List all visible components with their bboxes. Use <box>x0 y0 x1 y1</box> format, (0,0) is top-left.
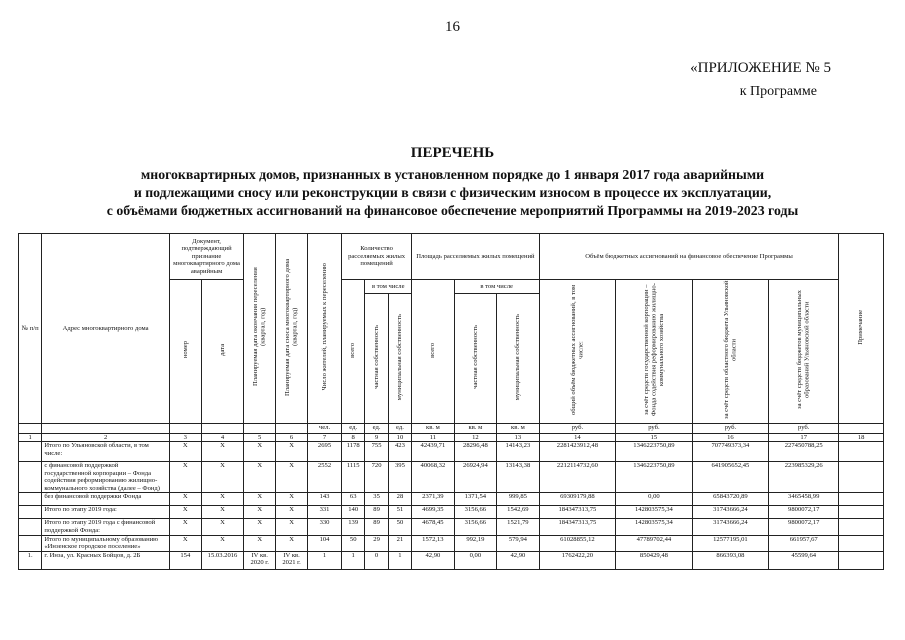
table-cell-note <box>839 519 884 535</box>
table-cell-residents: 2552 <box>308 462 342 493</box>
table-cell-end: X <box>244 442 276 462</box>
header-budget-total <box>539 280 616 424</box>
header-budget-regional <box>692 280 769 424</box>
header-area-total <box>412 280 455 424</box>
header-rooms-municipal-text: муниципальная собственность <box>396 313 404 400</box>
header-rooms-total-text: всего <box>349 342 357 358</box>
table-cell-demolition: IV кв. 2021 г. <box>276 551 308 569</box>
table-row <box>19 442 884 462</box>
table-cell-private: 720 <box>365 462 388 493</box>
table-cell-demolition: X <box>276 462 308 493</box>
header-budget-regional-text: за счёт средств областного бюджета Ульяновской области <box>722 280 738 420</box>
header-residents-text: Число жителей, планируемых к переселению <box>320 263 328 391</box>
table-cell-area: 2371,39 <box>412 493 455 506</box>
column-number: 10 <box>388 433 411 442</box>
table-cell-area-municipal: 42,90 <box>497 551 540 569</box>
header-planned-end-text: Планируемая дата окончания переселения (квартал, год) <box>252 267 267 387</box>
table-cell-note <box>839 462 884 493</box>
table-cell-area-private: 0,00 <box>454 551 497 569</box>
column-number: 6 <box>276 433 308 442</box>
table-cell-local: 223985329,26 <box>769 462 839 493</box>
table-cell-municipal: 51 <box>388 506 411 519</box>
header-planned-demolition-text: Планируемая дата сноса многоквартирного дома (квартал, год) <box>284 258 299 396</box>
header-address: Адрес многоквартирного дома <box>42 234 170 424</box>
header-budget-local-text: за счёт средств бюджетов муниципальных образований Ульяновской области <box>796 290 811 410</box>
unit-cell: руб. <box>539 423 616 433</box>
header-rooms-including: в том числе <box>365 280 412 294</box>
table-cell-doc-date: X <box>201 462 244 493</box>
column-number: 15 <box>616 433 693 442</box>
unit-empty <box>169 423 201 433</box>
table-cell-doc-date: X <box>201 442 244 462</box>
table-cell-private: 35 <box>365 493 388 506</box>
table-cell-area-municipal: 579,94 <box>497 535 540 551</box>
table-cell-local: 661957,67 <box>769 535 839 551</box>
unit-empty <box>201 423 244 433</box>
table-body <box>19 442 884 570</box>
table-cell-address: Итого по Ульяновской области, в том числе: <box>42 442 170 462</box>
table-cell-residents: 1 <box>308 551 342 569</box>
unit-empty <box>42 423 170 433</box>
table-cell-end: X <box>244 535 276 551</box>
table-cell-fund: 47789702,44 <box>616 535 693 551</box>
table-cell-doc-number: 154 <box>169 551 201 569</box>
table-cell-private: 29 <box>365 535 388 551</box>
unit-cell: руб. <box>616 423 693 433</box>
table-cell-private: 89 <box>365 506 388 519</box>
units-row <box>19 423 884 433</box>
table-cell-area-municipal: 999,85 <box>497 493 540 506</box>
header-rooms-private-text: частная собственность <box>372 324 380 389</box>
table-cell-note <box>839 493 884 506</box>
table-cell-rooms: 139 <box>342 519 365 535</box>
table-cell-num <box>19 442 42 462</box>
column-number: 17 <box>769 433 839 442</box>
table-cell-note <box>839 551 884 569</box>
unit-cell: руб. <box>769 423 839 433</box>
table-cell-municipal: 395 <box>388 462 411 493</box>
table-cell-area: 42,90 <box>412 551 455 569</box>
table-cell-local: 3465458,99 <box>769 493 839 506</box>
table-cell-residents: 104 <box>308 535 342 551</box>
table-cell-area-municipal: 13143,38 <box>497 462 540 493</box>
column-number: 16 <box>692 433 769 442</box>
table-cell-address: Итого по этапу 2019 года: <box>42 506 170 519</box>
header-document: Документ, подтверждающий признание многоквартирного дома аварийным <box>169 234 243 280</box>
houses-table <box>18 233 884 570</box>
table-cell-end: IV кв. 2020 г. <box>244 551 276 569</box>
header-area-private-text: частная собственность <box>471 324 479 389</box>
table-cell-note <box>839 506 884 519</box>
table-cell-doc-date: X <box>201 506 244 519</box>
table-cell-rooms: 140 <box>342 506 365 519</box>
document-subtitle-line-1: многоквартирных домов, признанных в установленном порядке до 1 января 2017 года аварийными <box>140 167 765 182</box>
column-number: 2 <box>42 433 170 442</box>
header-budget-total-text: общий объём бюджетных ассигнований, в том числе: <box>569 284 585 416</box>
table-cell-residents: 2695 <box>308 442 342 462</box>
table-cell-note <box>839 535 884 551</box>
unit-empty <box>19 423 42 433</box>
table-cell-num <box>19 519 42 535</box>
document-title: ПЕРЕЧЕНЬ <box>410 145 495 161</box>
header-rooms-municipal <box>388 293 411 423</box>
table-row <box>19 551 884 569</box>
table-cell-doc-number: X <box>169 519 201 535</box>
table-cell-budget-total: 184347313,75 <box>539 519 616 535</box>
header-note <box>839 234 884 424</box>
table-cell-budget-total: 2212114732,60 <box>539 462 616 493</box>
column-number: 3 <box>169 433 201 442</box>
table-cell-local: 227450788,25 <box>769 442 839 462</box>
header-note-text: Примечание <box>857 309 865 345</box>
table-cell-end: X <box>244 506 276 519</box>
table-cell-num <box>19 493 42 506</box>
table-cell-address: г. Инза, ул. Красных Бойцов, д. 2Б <box>42 551 170 569</box>
table-row <box>19 493 884 506</box>
table-cell-area: 4678,45 <box>412 519 455 535</box>
column-number: 1 <box>19 433 42 442</box>
header-planned-end <box>244 234 276 424</box>
unit-cell: руб. <box>692 423 769 433</box>
table-cell-private: 755 <box>365 442 388 462</box>
table-cell-num: 1. <box>19 551 42 569</box>
table-cell-end: X <box>244 462 276 493</box>
table-row <box>19 506 884 519</box>
table-cell-rooms: 63 <box>342 493 365 506</box>
table-cell-municipal: 423 <box>388 442 411 462</box>
table-cell-fund: 142803575,34 <box>616 519 693 535</box>
table-cell-rooms: 50 <box>342 535 365 551</box>
column-number: 14 <box>539 433 616 442</box>
table-cell-num <box>19 535 42 551</box>
header-area-total-text: всего <box>429 342 437 358</box>
table-cell-address: Итого по муниципальному образованию «Инзенское городское поселение» <box>42 535 170 551</box>
table-cell-regional: 641905652,45 <box>692 462 769 493</box>
table-cell-demolition: X <box>276 535 308 551</box>
column-numbers-row <box>19 433 884 442</box>
column-number: 12 <box>454 433 497 442</box>
unit-empty <box>276 423 308 433</box>
header-budget-local <box>769 280 839 424</box>
table-cell-area-private: 3156,66 <box>454 519 497 535</box>
appendix-subtitle: к Программе <box>739 84 817 99</box>
table-cell-demolition: X <box>276 519 308 535</box>
column-number: 8 <box>342 433 365 442</box>
table-cell-area-private: 992,19 <box>454 535 497 551</box>
table-cell-area-municipal: 1521,79 <box>497 519 540 535</box>
table-cell-doc-date: X <box>201 519 244 535</box>
header-rooms-total <box>342 280 365 424</box>
header-area-including: в том числе <box>454 280 539 294</box>
table-cell-area-private: 1371,54 <box>454 493 497 506</box>
table-cell-budget-total: 184347313,75 <box>539 506 616 519</box>
table-cell-fund: 850429,48 <box>616 551 693 569</box>
column-number: 5 <box>244 433 276 442</box>
table-cell-rooms: 1178 <box>342 442 365 462</box>
unit-empty <box>244 423 276 433</box>
table-row <box>19 462 884 493</box>
unit-cell: чел. <box>308 423 342 433</box>
table-cell-residents: 330 <box>308 519 342 535</box>
header-area-private <box>454 293 497 423</box>
column-number: 11 <box>412 433 455 442</box>
unit-cell: кв. м <box>412 423 455 433</box>
table-cell-local: 9800072,17 <box>769 506 839 519</box>
header-area-municipal-text: муниципальная собственность <box>514 313 522 400</box>
table-cell-doc-date: X <box>201 535 244 551</box>
column-number: 18 <box>839 433 884 442</box>
table-cell-regional: 31743666,24 <box>692 506 769 519</box>
header-budget: Объём бюджетных ассигнований на финансовое обеспечение Программы <box>539 234 839 280</box>
table-cell-fund: 142803575,34 <box>616 506 693 519</box>
unit-cell: ед. <box>365 423 388 433</box>
header-area-municipal <box>497 293 540 423</box>
table-cell-regional: 707749373,34 <box>692 442 769 462</box>
table-cell-note <box>839 442 884 462</box>
header-area: Площадь расселяемых жилых помещений <box>412 234 540 280</box>
table-cell-local: 45599,64 <box>769 551 839 569</box>
table-cell-area-municipal: 1542,69 <box>497 506 540 519</box>
unit-empty <box>839 423 884 433</box>
table-row <box>19 519 884 535</box>
table-cell-demolition: X <box>276 506 308 519</box>
table-cell-private: 0 <box>365 551 388 569</box>
table-row <box>19 535 884 551</box>
table-cell-address: с финансовой поддержкой государственной корпорации – Фонда содействия реформированию жилищно-коммунального хозяйства (далее – Фонд) <box>42 462 170 493</box>
table-cell-budget-total: 61028855,12 <box>539 535 616 551</box>
table-cell-residents: 143 <box>308 493 342 506</box>
header-residents <box>308 234 342 424</box>
table-cell-address: Итого по этапу 2019 года с финансовой поддержкой Фонда: <box>42 519 170 535</box>
table-cell-regional: 65843720,89 <box>692 493 769 506</box>
table-cell-regional: 12577195,01 <box>692 535 769 551</box>
header-doc-date <box>201 280 244 424</box>
table-cell-doc-date: 15.03.2016 <box>201 551 244 569</box>
table-cell-private: 89 <box>365 519 388 535</box>
table-cell-fund: 0,00 <box>616 493 693 506</box>
table-cell-address: без финансовой поддержки Фонда <box>42 493 170 506</box>
table-cell-area: 4699,35 <box>412 506 455 519</box>
unit-cell: кв. м <box>497 423 540 433</box>
table-cell-rooms: 1115 <box>342 462 365 493</box>
table-cell-doc-date: X <box>201 493 244 506</box>
table-cell-area-private: 26924,94 <box>454 462 497 493</box>
unit-cell: ед. <box>388 423 411 433</box>
unit-cell: ед. <box>342 423 365 433</box>
header-num: № п/п <box>19 234 42 424</box>
table-cell-doc-number: X <box>169 493 201 506</box>
table-cell-fund: 1346223750,89 <box>616 442 693 462</box>
header-doc-date-text: дата <box>218 344 226 356</box>
table-cell-num <box>19 462 42 493</box>
table-cell-area-municipal: 14143,23 <box>497 442 540 462</box>
table-cell-num <box>19 506 42 519</box>
header-doc-number-text: номер <box>181 341 189 359</box>
document-subtitle-line-3: с объёмами бюджетных ассигнований на финансовое обеспечение мероприятий Программы на 2019-2023 годы <box>106 203 799 218</box>
table-cell-residents: 331 <box>308 506 342 519</box>
table-cell-area: 40068,32 <box>412 462 455 493</box>
table-cell-area: 42439,71 <box>412 442 455 462</box>
header-planned-demolition <box>276 234 308 424</box>
table-cell-budget-total: 2281423912,48 <box>539 442 616 462</box>
appendix-title: «ПРИЛОЖЕНИЕ № 5 <box>690 60 831 76</box>
table-cell-municipal: 1 <box>388 551 411 569</box>
header-rooms-private <box>365 293 388 423</box>
table-cell-end: X <box>244 493 276 506</box>
table-cell-area: 1572,13 <box>412 535 455 551</box>
header-rooms-count: Количество расселяемых жилых помещений <box>342 234 412 280</box>
table-cell-municipal: 50 <box>388 519 411 535</box>
column-number: 13 <box>497 433 540 442</box>
table-cell-fund: 1346223750,89 <box>616 462 693 493</box>
table-cell-demolition: X <box>276 442 308 462</box>
table-cell-municipal: 21 <box>388 535 411 551</box>
table-cell-rooms: 1 <box>342 551 365 569</box>
table-cell-regional: 866393,08 <box>692 551 769 569</box>
header-budget-fund-text: за счёт средств государственной корпорации – Фонда содействия реформированию жилищно-коммунального хозяйства <box>642 283 665 417</box>
table-cell-local: 9800072,17 <box>769 519 839 535</box>
table-cell-demolition: X <box>276 493 308 506</box>
unit-cell: кв. м <box>454 423 497 433</box>
table-cell-doc-number: X <box>169 506 201 519</box>
table-cell-regional: 31743666,24 <box>692 519 769 535</box>
table-cell-doc-number: X <box>169 442 201 462</box>
page-number: 16 <box>445 19 460 35</box>
table-cell-end: X <box>244 519 276 535</box>
table-cell-budget-total: 1762422,20 <box>539 551 616 569</box>
table-cell-budget-total: 69309179,88 <box>539 493 616 506</box>
table-cell-doc-number: X <box>169 535 201 551</box>
column-number: 7 <box>308 433 342 442</box>
header-budget-fund <box>616 280 693 424</box>
document-subtitle-line-2: и подлежащими сносу или реконструкции в связи с физическим износом в процессе их эксплуатации, <box>133 185 772 200</box>
table-cell-doc-number: X <box>169 462 201 493</box>
column-number: 4 <box>201 433 244 442</box>
table-cell-area-private: 3156,66 <box>454 506 497 519</box>
header-doc-number <box>169 280 201 424</box>
column-number: 9 <box>365 433 388 442</box>
table-cell-area-private: 28296,48 <box>454 442 497 462</box>
table-cell-municipal: 28 <box>388 493 411 506</box>
